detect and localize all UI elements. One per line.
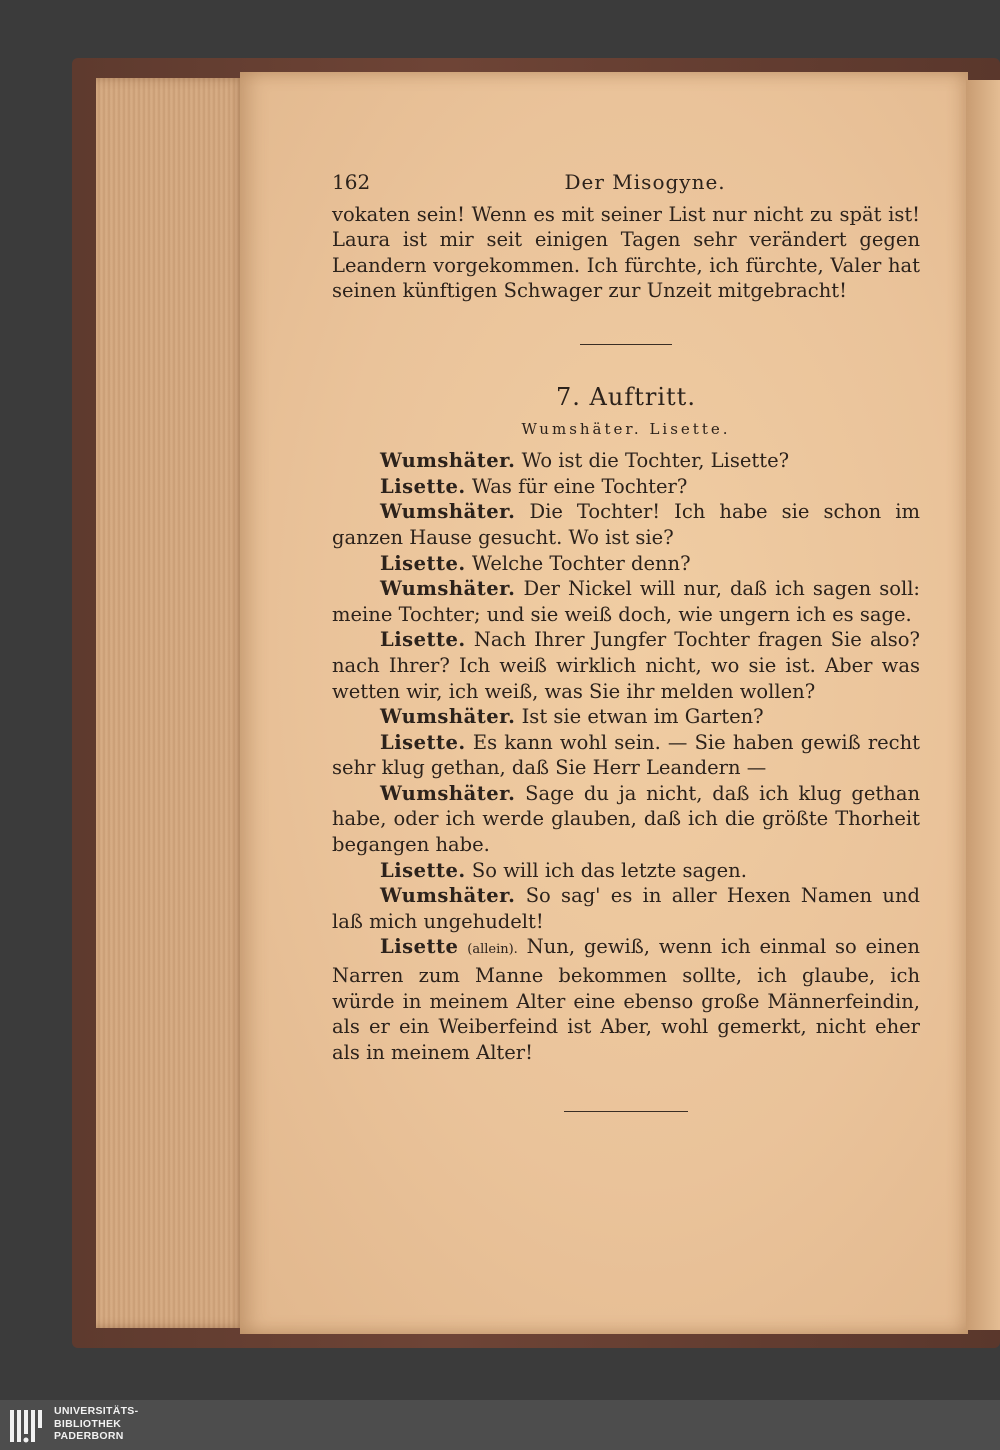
- library-logo-icon: [8, 1406, 48, 1446]
- line-text: Was für eine Tochter?: [471, 474, 688, 498]
- line-text: Die Tochter! Ich habe sie schon im ganzen Hause gesucht. Wo ist sie?: [332, 500, 920, 549]
- line-text: So sag' es in aller Hexen Namen und laß mich ungehudelt!: [332, 884, 920, 933]
- line-text: Der Nickel will nur, daß ich sagen soll: meine Tochter; und sie weiß doch, wie ungern ich es sage.: [332, 577, 921, 626]
- page-header: [332, 170, 920, 196]
- dialogue-line: [332, 474, 920, 500]
- dialogue: [332, 448, 920, 1065]
- line-text: Es kann wohl sein. — Sie haben gewiß recht sehr klug gethan, daß Sie Herr Leandern —: [332, 730, 921, 780]
- library-logo-text: [54, 1405, 138, 1443]
- speaker: Lisette.: [380, 551, 466, 575]
- dialogue-line: [332, 730, 920, 781]
- logo-line: BIBLIOTHEK: [54, 1417, 122, 1430]
- page-text: [332, 170, 920, 1112]
- running-title: Der Misogyne.: [564, 170, 726, 194]
- line-text: So will ich das letzte sagen.: [471, 858, 747, 882]
- opening-paragraph: vokaten sein! Wenn es mit seiner List nur nicht zu spät ist! Laura ist mir seit einigen Tagen sehr verändert gegen Leandern vorgekommen. Ich fürchte, ich fürchte, Valer hat seinen künftigen Schwager zur Unzeit mitgebracht!: [332, 202, 920, 303]
- speaker: Wumshäter.: [380, 449, 516, 473]
- dialogue-line: [332, 934, 920, 1065]
- end-divider: [564, 1111, 688, 1112]
- speaker: Wumshäter.: [380, 500, 516, 524]
- cast-list: Wumshäter. Lisette.: [521, 419, 731, 438]
- line-text: Welche Tochter denn?: [471, 551, 691, 575]
- dialogue-line: [332, 704, 920, 730]
- dialogue-line: [332, 781, 920, 858]
- speaker: Lisette.: [380, 858, 466, 882]
- speaker: Lisette.: [380, 474, 466, 498]
- scene-title: 7. Auftritt.: [556, 382, 696, 411]
- line-text: Nach Ihrer Jungfer Tochter fragen Sie also? nach Ihrer? Ich weiß wirklich nicht, wo sie ist. Aber was wetten wir, ich weiß, was Sie ihr melden wollen?: [332, 628, 921, 703]
- dialogue-line: [332, 499, 920, 550]
- logo-line: UNIVERSITÄTS-: [54, 1405, 139, 1417]
- line-text: Wo ist die Tochter, Lisette?: [521, 449, 790, 473]
- speaker: Wumshäter.: [380, 884, 516, 908]
- facing-page-edge: [966, 80, 1000, 1330]
- page-edges: [96, 78, 246, 1328]
- dialogue-line: [332, 551, 920, 577]
- speaker: Wumshäter.: [380, 577, 516, 601]
- speaker: Lisette.: [380, 628, 466, 652]
- speaker: Wumshäter.: [380, 781, 516, 805]
- dialogue-line: [332, 858, 920, 884]
- section-divider: [580, 344, 672, 345]
- dialogue-line: [332, 576, 920, 627]
- dialogue-line: [332, 627, 920, 704]
- stage-direction: (allein).: [467, 942, 518, 958]
- speaker: Lisette: [380, 935, 459, 959]
- line-text: Ist sie etwan im Garten?: [521, 705, 764, 729]
- page-number: 162: [332, 170, 371, 194]
- line-text: Sage du ja nicht, daß ich klug gethan habe, oder ich werde glauben, daß ich die größte Thorheit begangen habe.: [332, 781, 921, 857]
- dialogue-line: [332, 448, 920, 474]
- speaker: Lisette.: [380, 730, 466, 754]
- line-text: Nun, gewiß, wenn ich einmal so einen Narren zum Manne bekommen sollte, ich glaube, ich würde in meinem Alter eine ebenso große Männerfeindin, als er ein Weiberfeind ist Aber, wohl gemerkt, nicht eher als in meinem Alter!: [332, 935, 920, 1064]
- logo-line: PADERBORN: [54, 1430, 124, 1442]
- speaker: Wumshäter.: [380, 705, 516, 729]
- library-footer: [0, 1400, 1000, 1450]
- dialogue-line: [332, 883, 920, 934]
